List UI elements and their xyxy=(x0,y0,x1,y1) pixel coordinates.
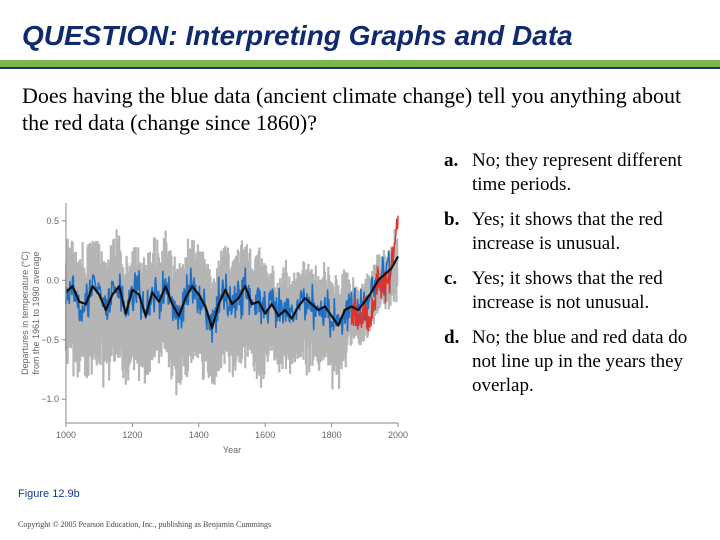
answer-b[interactable] xyxy=(444,208,714,256)
y-tick-label: −1.0 xyxy=(41,394,59,405)
x-tick-label: 1200 xyxy=(122,430,143,440)
y-tick-label: −0.5 xyxy=(41,334,59,345)
answer-d[interactable] xyxy=(444,326,714,398)
question-text: Does having the blue data (ancient climate change) tell you anything about the red data (change since 1860)? xyxy=(22,83,682,135)
x-tick-label: 1600 xyxy=(255,430,276,440)
answer-letter: b. xyxy=(444,209,460,230)
x-tick-label: 2000 xyxy=(387,430,409,440)
copyright-text: Copyright © 2005 Pearson Education, Inc., publishing as Benjamin Cummings xyxy=(18,520,272,529)
answer-letter: a. xyxy=(444,150,459,171)
y-tick-label: 0.5 xyxy=(46,215,59,226)
answer-c[interactable] xyxy=(444,267,714,315)
figure-caption: Figure 12.9b xyxy=(18,488,80,500)
answer-text: No; they represent different time periods. xyxy=(472,150,683,195)
answer-text: No; the blue and red data do not line up in the years they overlap. xyxy=(472,327,688,396)
answer-a[interactable] xyxy=(444,149,714,197)
title-rule-green xyxy=(0,60,720,67)
answer-text: Yes; it shows that the red increase is not unusual. xyxy=(472,268,663,313)
x-tick-label: 1800 xyxy=(321,430,342,440)
y-tick-label: 0.0 xyxy=(46,275,59,286)
y-axis-label: Departures in temperature (°C) xyxy=(20,251,30,375)
x-tick-label: 1000 xyxy=(55,430,77,440)
x-tick-label: 1400 xyxy=(188,430,209,440)
answer-text: Yes; it shows that the red increase is unusual. xyxy=(472,209,663,254)
slide-title: QUESTION: Interpreting Graphs and Data xyxy=(22,20,573,51)
y-axis-label-line-2: from the 1961 to 1990 average xyxy=(31,251,41,375)
temperature-chart xyxy=(18,195,418,465)
x-axis-label: Year xyxy=(222,445,242,455)
answer-letter: c. xyxy=(444,268,458,289)
title-rule-navy xyxy=(0,67,720,69)
answer-list xyxy=(444,149,714,409)
answer-letter: d. xyxy=(444,327,460,348)
